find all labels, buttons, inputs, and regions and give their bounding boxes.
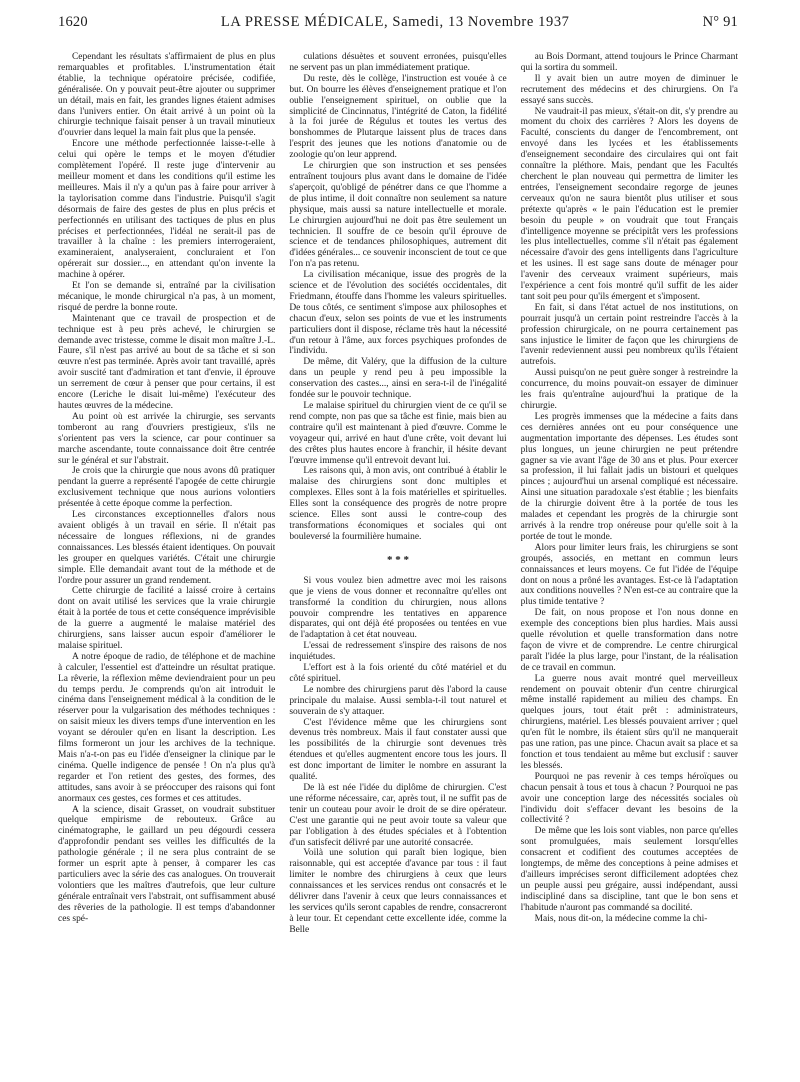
paragraph: Mais, nous dit-on, la médecine comme la chi- <box>534 913 708 924</box>
paragraph: La civilisation mécanique, issue des progrès de la science et de l'évolution des sociétés occidentales, dit Friedmann, étouffe dans l'homme les valeurs spirituelles. De tous côtés, ce sentiment s'impose aux philosophes et chacun d'eux, selon ses points de vue et les instruments particuliers dont il dispose, réclame très haut la nécessité d'un retour à l'âme, aux forces psychiques profondes de l'individu. <box>289 270 507 357</box>
paragraph: A notre époque de radio, de téléphone et de machine à calculer, l'essentiel est d'atteindre un résultat pratique. La rêverie, la réflexion même deviendraient pour un peu du temps perdu. Je comprends qu'on ait introduit le cinéma dans l'enseignement médical à la condition de le réserver pour la vulgarisation des méthodes techniques : on saisit mieux les divers temps d'une intervention en les voyant se dérouler qu'en en lisant la description. Les films formeront un jour les archives de la technique. Mais n'a-t-on pas eu l'idée d'enseigner la clinique par le cinéma. Quelle indigence de pensée ! On n'a plus qu'à regarder et l'on retient des gestes, des formes, des attitudes, sans avoir à se préoccuper des raisons qui font anormaux ces gestes, ces formes et ces attitudes. <box>58 651 276 804</box>
paragraph: Il y avait bien un autre moyen de diminuer le recrutement des médecins et des chirurgiens. On l'a essayé sans succès. <box>520 73 738 106</box>
paragraph: L'effort est à la fois orienté du côté matériel et du côté spirituel. <box>289 663 507 684</box>
paragraph: De là est née l'idée du diplôme de chirurgien. C'est une réforme nécessaire, car, après tout, il ne suffit pas de tenir un couteau pour avoir le droit de se dire opérateur. C'est une garantie qui ne peut avoir toute sa valeur que par l'obligation à des études spéciales et à l'obtention d'un satisfecit délivré par une autorité consacrée. <box>289 783 507 848</box>
paragraph: C'est l'évidence même que les chirurgiens sont devenus très nombreux. Mais il faut constater aussi que les possibilités de la chirurgie sont devenues très étendues et qu'elles augmentent encore tous les jours. Il est donc important de limiter le nombre en assurant la qualité. <box>289 717 507 783</box>
paragraph: Si vous voulez bien admettre avec moi les raisons que je viens de vous donner et reconnaître qu'elles ont transformé la condition du chirurgien, nous allons pouvoir comprendre les tentatives en apparence disparates, qui ont déjà été proposées ou tentées en vue de l'adaptation à cet état nouveau. <box>289 575 507 641</box>
text-column-middle <box>289 52 506 1074</box>
section-separator: * * * <box>386 553 409 566</box>
running-title <box>221 14 570 31</box>
paragraph: Maintenant que ce travail de prospection et de technique est à peu près achevé, le chirurgien se demande avec tristesse, comme le disait mon maître J.-L. Faure, s'il n'est pas arrivé au bout de sa tâche et si son œuvre n'est pas terminée. Après avoir tant travaillé, après avoir suscité tant d'admiration et tant d'envie, il éprouve un serrement de cœur à penser que pour certains, il est encore (Leriche le disait lui-même) l'exécuteur des hautes œuvres de la médecine. <box>58 313 276 411</box>
paragraph: au Bois Dormant, attend toujours le Prince Charmant qui la sortira du sommeil. <box>520 52 738 73</box>
page-header <box>58 14 738 36</box>
journal-title: LA PRESSE MÉDICALE, <box>220 14 389 30</box>
paragraph: Pourquoi ne pas revenir à ces temps héroïques ou chacun pensait à tous et tous à chacun ? Pourquoi ne pas avoir une conception large des nécessités sociales où l'individu doit s'effacer devant les besoins de la collectivité ? <box>520 771 738 826</box>
paragraph: Voilà une solution qui paraît bien logique, bien raisonnable, qui est acceptée d'avance par tous : il faut limiter le nombre des chirurgiens à ceux que leurs connaissances et les services rendus ont consacrés et le délivrer dans l'avenir à ceux que leurs connaissances et les services qu'ils seront capables de rendre, consacreront à leur tour. Et cependant cette excellente idée, comme la Belle <box>289 848 507 935</box>
paragraph: Et l'on se demande si, entraîné par la civilisation mécanique, le monde chirurgical n'a pas, à un moment, risqué de perdre la bonne route. <box>58 281 276 313</box>
paragraph: Les progrès immenses que la médecine a faits dans ces dernières années ont eu pour conséquence une augmentation importante des dépenses. Les études sont plus longues, un jeune chirurgien ne peut prétendre gagner sa vie avant l'âge de 30 ans et plus. Pour exercer sa profession, il lui fallait jadis un bistouri et quelques pinces ; aujourd'hui un arsenal compliqué est nécessaire. Ainsi une situation paradoxale s'est établie ; les bienfaits de la chirurgie doivent être à la portée de tous les malades et cependant les progrès de la chirurgie sont arrivés à la rendre trop onéreuse pour qu'elle soit à la portée de tout le monde. <box>520 411 738 542</box>
issue-date: Samedi, 13 Novembre 1937 <box>392 14 570 30</box>
text-column-right <box>521 52 738 1074</box>
paragraph: Encore une méthode perfectionnée laisse-t-elle à celui qui opère le temps et le moyen d'étudier complètement l'opéré. Il reste juge d'intervenir au meilleur moment et dans les conditions qu'il estime les meilleures. Mais il n'y a qu'un pas à faire pour arriver à la taylorisation comme dans l'industrie. Puisqu'il s'agit désormais de faire des gestes de plus en plus précis et perfectionnés en utilisant des tactiques de plus en plus précises et perfectionnées, l'idéal ne serait-il pas de travailler à la chaîne : les premiers interrogeraient, examineraient, analyseraient, concluraient et l'on opérerait sur dossier..., en attendant qu'on invente la machine à opérer. <box>58 139 276 281</box>
article-body <box>58 52 738 1074</box>
paragraph: La guerre nous avait montré quel merveilleux rendement on pouvait obtenir d'un centre chirurgical même installé rapidement au milieu des champs. En quelques jours, tout était prêt : administrateurs, chirurgiens, matériel. Les blessés pouvaient arriver ; quel qu'en fût le nombre, ils étaient sûrs qu'il ne manquerait pas une ration, pas une pince. Chacun avait sa place et sa fonction et tous tendaient au même but exclusif : sauver les blessés. <box>520 673 738 771</box>
issue-number: N° 91 <box>702 14 738 30</box>
paragraph: Cette chirurgie de facilité a laissé croire à certains dont on avait utilisé les services que la vraie chirurgie était à la portée de tous et cette conséquence imprévisible de la guerre a augmenté le malaise matériel des chirurgiens, sans laisser aucun espoir d'améliorer le malaise spirituel. <box>58 586 276 651</box>
paragraph: En fait, si dans l'état actuel de nos institutions, on pourrait jusqu'à un certain point restreindre l'accès à la profession chirurgicale, on ne pourra certainement pas sans injustice le limiter de façon que les chirurgiens de l'avenir redeviennent aussi peu nombreux qu'ils l'étaient autrefois. <box>520 302 738 368</box>
paragraph: Je crois que la chirurgie que nous avons dû pratiquer pendant la guerre a représenté l'apogée de cette chirurgie exclusivement technique que nous aurions volontiers présentée à cette époque comme la perfection. <box>58 466 276 510</box>
paragraph: Le nombre des chirurgiens parut dès l'abord la cause principale du malaise. Aussi sembla-t-il tout naturel et souverain de s'y attaquer. <box>289 684 507 717</box>
paragraph: L'essai de redressement s'inspire des raisons de nos inquiétudes. <box>289 641 507 663</box>
paragraph: De même, dit Valéry, que la diffusion de la culture dans un peuple y rend peu à peu impossible la conservation des castes..., ainsi en sera-t-il de l'inégalité fondée sur le pouvoir technique. <box>289 357 507 401</box>
paragraph: Le malaise spirituel du chirurgien vient de ce qu'il se rend compte, non pas que sa tâche est finie, mais bien au contraire qu'il est maintenant à pied d'œuvre. Comme le voyageur qui, arrivé en haut d'une crête, voit devant lui des crêtes plus hautes encore à franchir, il hésite devant l'œuvre immense qu'il entrevoit devant lui. <box>289 401 507 466</box>
paragraph: Cependant les résultats s'affirmaient de plus en plus remarquables et profitables. L'instrumentation était établie, la technique opératoire précisée, codifiée, généralisée. On y pouvait peut-être ajouter ou supprimer un détail, mais en fait, les grandes lignes étaient admises dans l'univers entier. On était arrivé à un point où la chirurgie technique faisait penser à un travail minutieux d'ouvrier dans lequel la main fait plus que la pensée. <box>58 52 276 139</box>
paragraph: Les circonstances exceptionnelles d'alors nous avaient obligés à un travail en série. Il n'était pas nécessaire de longues réflexions, ni de grandes connaissances. Les blessés étaient identiques. On pouvait les grouper en quelques variétés. C'était une chirurgie simple. Elle demandait avant tout de la méthode et de l'ordre pour assurer un grand rendement. <box>58 510 276 586</box>
paragraph: Aussi puisqu'on ne peut guère songer à restreindre la concurrence, du moins pouvait-on essayer de diminuer les frais qu'entraîne aujourd'hui la pratique de la chirurgie. <box>520 368 738 411</box>
paragraph: Le chirurgien que son instruction et ses pensées entraînent toujours plus avant dans le domaine de l'idée s'aperçoit, qu'obligé de pénétrer dans ce que l'homme a de plus intime, il doit connaître non seulement sa nature physique, mais aussi sa nature intellectuelle et morale. Le chirurgien aujourd'hui ne doit pas être seulement un technicien. Il souffre de ce besoin qu'il éprouve de science et de tendances philosophiques, autrement dit d'idées générales... ce souvenir inconscient de tout ce que l'on n'a pas retenu. <box>289 161 507 270</box>
paragraph: De fait, on nous propose et l'on nous donne en exemple des conceptions bien plus hardies. Mais aussi quelle révolution et quelle transformation dans notre façon de vivre et de comprendre. Le centre chirurgical paraît l'idée la plus large, pour l'instant, de la réalisation de ce travail en commun. <box>520 608 738 673</box>
page-number: 1620 <box>58 14 88 30</box>
paragraph: Les raisons qui, à mon avis, ont contribué à établir le malaise des chirurgiens sont donc multiples et complexes. Elles sont à la fois matérielles et spirituelles. Elles sont la conséquence des progrès de notre propre science. Elles sont aussi le contre-coup des transformations économiques et sociales qui ont bouleversé la fourmilière humaine. <box>289 466 507 542</box>
paragraph: A la science, disait Grasset, on voudrait substituer quelque empirisme de rebouteux. Grâce au cinématographe, le gaillard un peu dégourdi cessera d'approfondir pendant ses veilles les difficultés de la pathologie générale ; il ne sera plus contraint de se former un esprit apte à penser, à comparer les cas particuliers avec la série des cas analogues. On trouverait volontiers que les maîtres d'autrefois, que leur culture générale entraînait vers l'abstrait, ont suffisamment abusé des rêveries de la pathologie. Il est temps d'abandonner ces spé- <box>58 804 276 924</box>
paragraph: culations désuètes et souvent erronées, puisqu'elles ne servent pas un plan immédiatement pratique. <box>289 52 507 73</box>
paragraph: Au point où est arrivée la chirurgie, ses servants tomberont au rang d'ouvriers prestigieux, s'ils ne s'orientent pas vers la science, car pour continuer sa marche ascendante, toute connaissance doit être centrée sur le général et sur l'abstrait. <box>58 411 276 466</box>
text-column-left <box>58 52 275 1074</box>
paragraph: Du reste, dès le collège, l'instruction est vouée à ce but. On bourre les élèves d'enseignement pratique et l'on oublie l'enseignement spirituel, on oublie que la simplicité de Cincinnatus, l'intégrité de Caton, la fidélité à la foi jurée de Régulus et toutes les vertus des bonshommes de Plutarque laissent plus de traces dans l'esprit des jeunes que les notions d'anatomie ou de zoologie qu'on leur apprend. <box>289 73 507 161</box>
paragraph: Alors pour limiter leurs frais, les chirurgiens se sont groupés, associés, en mettant en commun leurs connaissances et leurs moyens. Ce fut l'idée de l'équipe dont on nous a prôné les avantages. Est-ce là l'adaptation aux conditions nouvelles ? N'en est-ce au contraire que la plus timide tentative ? <box>520 542 738 608</box>
paragraph: Ne vaudrait-il pas mieux, s'était-on dit, s'y prendre au moment du choix des carrières ? Alors les doyens de Faculté, conscients du danger de l'encombrement, ont envoyé dans les lycées et les établissements d'enseignement secondaire des circulaires qui ont fait connaître la pléthore. Mais, pendant que les Facultés cherchent le plan nouveau qui permettra de limiter les entrées, l'enseignement secondaire regorge de jeunes cerveaux qu'on ne saura bientôt plus utiliser et sous prétexte qu'après « le pain l'éducation est le premier besoin du peuple » on voudrait que tout Français d'intelligence moyenne se précipitât vers les professions les plus intellectuelles, comme s'il n'était pas également nécessaire d'avoir des gens intelligents dans l'agriculture et les usines. Il est sage sans doute de ménager pour l'avenir des cerveaux vraiment supérieurs, mais l'expérience a cent fois montré qu'il suffit de les aider tant soit peu pour qu'ils émergent et s'imposent. <box>520 106 738 302</box>
paragraph: De même que les lois sont viables, non parce qu'elles sont promulguées, mais seulement lorsqu'elles consacrent et codifient des coutumes acceptées de longtemps, de même des conceptions à peine admises et d'ailleurs imprécises seront difficilement adoptées chez un peuple aussi peu grégaire, aussi indépendant, aussi indiscipliné dans sa discipline, tant que le bon sens et l'habitude n'auront pas commandé sa docilité. <box>520 826 738 913</box>
